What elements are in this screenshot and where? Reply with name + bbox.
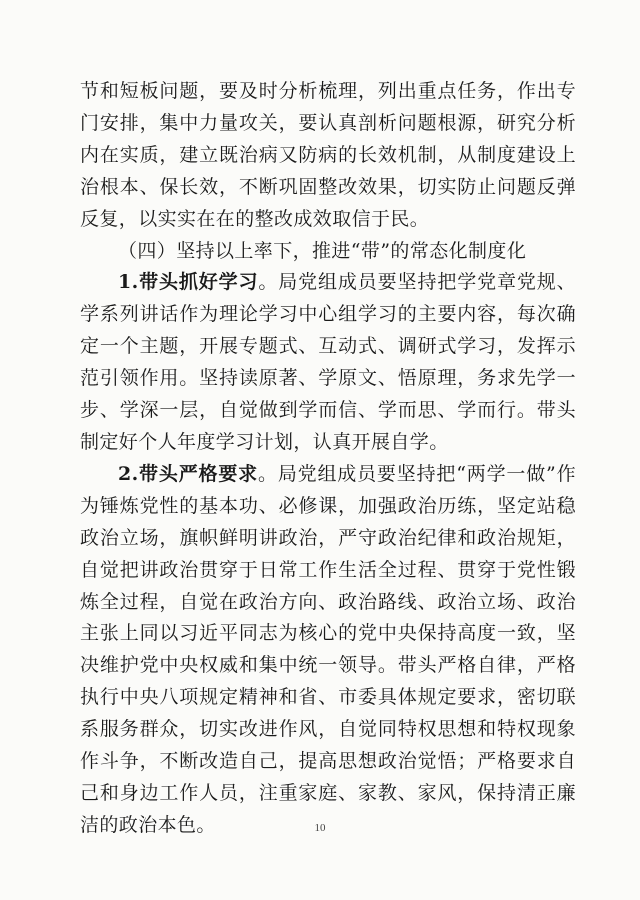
paragraph-continued: 节和短板问题，要及时分析梳理，列出重点任务，作出专门安排，集中力量攻关，要认真剖析问题根源，研究分析内在实质，建立既治病又防病的长效机制，从制度建设上治根本、保长效，不断巩固整改效果，切实防止问题反弹反复，以实实在在的整改成效取信于民。 xyxy=(80,80,576,230)
item-1-title: 1.带头抓好学习 xyxy=(118,271,259,294)
document-body xyxy=(80,76,576,842)
item-2-body: 。局党组成员要坚持把“两学一做”作为锤炼党性的基本功、必修课，加强政治历练，坚定站稳政治立场，旗帜鲜明讲政治，严守政治纪律和政治规矩，自觉把讲政治贯穿于日常工作生活全过程、贯穿于党性锻炼全过程，自觉在政治方向、政治路线、政治立场、政治主张上同以习近平同志为核心的党中央保持高度一致，坚决维护党中央权威和集中统一领导。带头严格自律，严格执行中央八项规定精神和省、市委具体规定要求，密切联系服务群众，切实改进作风，自觉同特权思想和特权现象作斗争，不断改造自己，提高思想政治觉悟；严格要求自己和身边工作人员，注重家庭、家教、家风，保持清正廉洁的政治本色。 xyxy=(80,462,576,836)
section-heading: （四）坚持以上率下，推进“带”的常态化制度化 xyxy=(118,239,527,262)
item-2-title: 2.带头严格要求 xyxy=(118,462,258,485)
paragraph-item-1 xyxy=(80,267,576,458)
item-1-body: 。局党组成员要坚持把学党章党规、学系列讲话作为理论学习中心组学习的主要内容，每次确定一个主题，开展专题式、互动式、调研式学习，发挥示范引领作用。坚持读原著、学原文、悟原理，务求先学一步、学深一层，自觉做到学而信、学而思、学而行。带头制定好个人年度学习计划，认真开展自学。 xyxy=(80,271,576,453)
paragraph-item-2 xyxy=(80,459,576,842)
page-number: 10 xyxy=(314,822,326,834)
